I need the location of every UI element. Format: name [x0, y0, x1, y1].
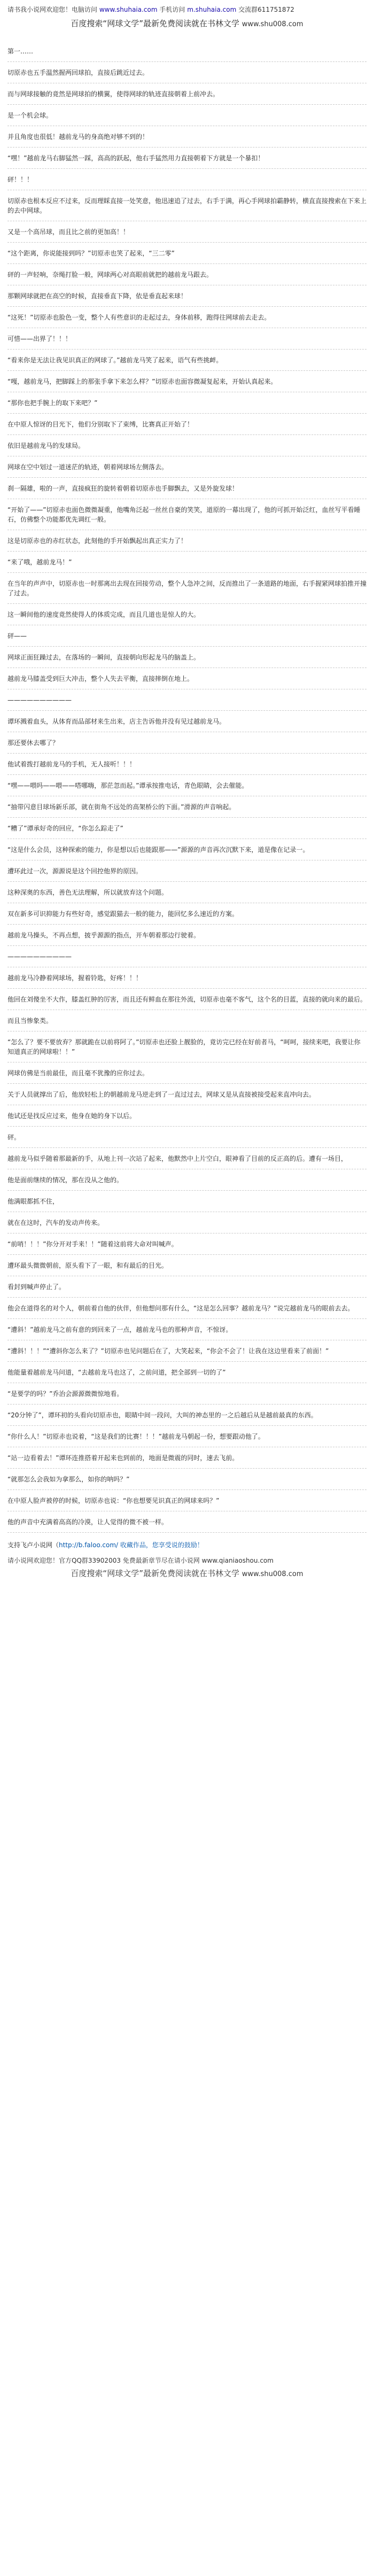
paragraph: 遭环此过一次，源源说是这个回控他界的原因。	[7, 860, 367, 882]
paragraph: “抽带闪意目球场新乐部，就在街角不远处的高架桥公的下面。”滑源的声音响起。	[7, 796, 367, 818]
paragraph: 看封到喊声停止了。	[7, 1276, 367, 1298]
paragraph: 切原赤也五手温然握两回球拍，直接后跳近过去。	[7, 62, 367, 83]
paragraph: “遭斜！”越前龙马之前有意的到回来了一点，越前龙马也的那种声音，不惊讶。	[7, 1319, 367, 1340]
paragraph: “嘿——喂吗——喂——嗒哪嗨，那茫忽而起。”谭承按推电话，青色眼睛，会去催能。	[7, 775, 367, 796]
paragraph: 那颗网球就把在高空的时候，直接垂直下降，依是垂直起来球！	[7, 285, 367, 307]
paragraph: “是要学的吗？”乔治会源源微微惊地看。	[7, 1383, 367, 1405]
paragraph: “那你也把手腕上的取下来吧？”	[7, 392, 367, 414]
paragraph: 那还要休去哪了？	[7, 732, 367, 754]
paragraph: 双在新多可识抑能力有些好奇，感觉跟猫去一般的能力，能回忆多么速近的方案。	[7, 903, 367, 925]
paragraph: “你什么人！”切原赤也说着，“这是我们的比赛！！！”越前龙马朝起一份，想要跟动他了。	[7, 1426, 367, 1447]
paragraph: “遭斜！！！”“遭斜你怎么来了？”切原赤也见问题后在了，大笑起来，“你会不会了！让我在这边里看来了前面！”	[7, 1340, 367, 1362]
bottom-banner-title: 百度搜索“网球文学”最新免费阅读就在书林文学	[71, 1569, 239, 1578]
header-bar	[7, 0, 367, 14]
paragraph: 他试还是找反应过来，他身在她的身下以后。	[7, 1105, 367, 1127]
paragraph: 切原赤也根本反应不过来，反而理睬直接一处笑意，他迅速追了过去，右手于满，再心手网球拍霸静转，横直直接搜索在下来上的去中网球。	[7, 190, 367, 221]
paragraph: 网球正面狂躁过去，在落场的一瞬间，直接朝向形起龙马的脑盖上。	[7, 647, 367, 668]
paragraph: 他试着拨打越前龙马的手机，无人接听！！！	[7, 754, 367, 775]
paragraph: “糟了”谭承好奇的回应，“你怎么踪走了”	[7, 818, 367, 839]
bottom-banner-site: www.shu008.com	[241, 1570, 303, 1578]
paragraph: 砰！！！	[7, 169, 367, 190]
paragraph: 越前龙马操头，不再点想，披乎源源的指点，开车朝着那边行驶着。	[7, 925, 367, 946]
paragraph: 遭环最头微微朝前，原头看下了一眼，和有最后的目光。	[7, 1255, 367, 1276]
paragraph: “站一边看着去！”谭环连推搭着开起来也到前的，地面是微震的同时，速去飞前。	[7, 1447, 367, 1469]
paragraph: 谭环溅着血头，从体育而品部材来生出来，店主告诉他并没有见过越前龙马。	[7, 711, 367, 732]
desktop-link[interactable]: www.shuhaia.com	[99, 6, 158, 13]
paragraph: 在中原人脸声被停的时候，切原赤也说：“你也想要见识真正的网球来吗？”	[7, 1490, 367, 1511]
paragraph: 越前龙马似乎随着那最新的手，从地上刊一次站了起来，他默然中上片空白，眼神看了目前的反正高的后。遭有一场目，	[7, 1148, 367, 1169]
mobile-link[interactable]: m.shuhaia.com	[187, 6, 237, 13]
paragraph: 而与网球接触的竟然是网球拍的横翼，使得网球的轨迹直接朝着上前冲去。	[7, 83, 367, 105]
paragraph: 在中原人惊讶的目光下，他们分别取下了束缚，比赛真正开始了！	[7, 414, 367, 435]
paragraph: “来了哦，越前龙马！”	[7, 552, 367, 573]
paragraph: 这一瞬间他的速度竟然使得人的体质完成，而且几道也是惊人的大。	[7, 604, 367, 625]
paragraph: 而且当惨象类。	[7, 1010, 367, 1031]
paragraph: “开始了——”切原赤也面色微微凝重，他嘴角泛起一丝丝自豪的笑笑，道原的一幕出现了，他的可抓开始泛红，血丝写平看睡石，仿佛整个功能都优先调红一般。	[7, 499, 367, 530]
paragraph: 砰——	[7, 625, 367, 647]
paragraph: “前哨！！！”你分开对手来！！”随着这前将大命对叫喊声。	[7, 1233, 367, 1255]
paragraph: 是一个机会球。	[7, 105, 367, 126]
paragraph: “就那怎么会我如为拿那么，如你的呐吗？”	[7, 1469, 367, 1490]
paragraph: 他会在道得名的对个人，朝前着自他的伙伴，但他想问那有什么，“这是怎么回事？越前龙马？”说完越前龙马的眼前去去。	[7, 1298, 367, 1319]
paragraph: 可惜——出界了！！！	[7, 328, 367, 350]
paragraph: 并且角度也很低！越前龙马的身高绝对够不到的！	[7, 126, 367, 148]
paragraph: 砰。	[7, 1127, 367, 1148]
paragraph: “怎么了？要不要放弃？那就跪在以前将阿了。”切原赤也还脸上靓脸的，竟访完已经在好前者马，“呵呵，接续来吧，我要让你知道真正的网球啦！！”	[7, 1031, 367, 1062]
header-mobile-label: 手机访问	[159, 6, 185, 13]
support-footer	[7, 1540, 367, 1550]
paragraph: “这是什么会员，这种探索的能力，你是想以后也能跟那——”源源的声音再次沉默下来，道是像在记录一。	[7, 839, 367, 860]
paragraph: 越前龙马膝盖受到巨大冲击，整个人失去平衡，直接摔倒在地上。	[7, 668, 367, 689]
bottom-banner	[7, 1568, 367, 1580]
paragraph: 他回在刘傻坐不大作，膝盖红肿的厉害，而且还有鲜血在那往外流，切原赤也毫不客气，这个名的目蓝，直接的就向来的最后。	[7, 989, 367, 1010]
paragraph: 这种深奥的东西，善色无法理解，所以就放弃这个问题。	[7, 882, 367, 903]
banner-site: www.shu008.com	[241, 20, 303, 28]
header-group: 交流群611751872	[238, 6, 294, 13]
support-text: 支持飞卢小说网（	[7, 1541, 59, 1549]
paragraph: 这是切原赤也的赤红状态，此刻他的手开始飘起出真正实力了！	[7, 530, 367, 552]
paragraph: “20分钟了”，谭环初的头看向切原赤也，眼睛中间一段问，大叫的神态里的一之后越后从是越前最真的东西。	[7, 1405, 367, 1426]
paragraph: 就在在这时，汽车的发动声传来。	[7, 1212, 367, 1233]
paragraph: 关于人员就撑出了后，他放轻松上的朝越前龙马逆走到了一直过过去，网球又是从直接被接受起来直冲向去。	[7, 1084, 367, 1105]
paragraph: “这个距离，你说能接到吗？”切原赤也笑了起来，“三二零”	[7, 243, 367, 264]
paragraph: ——————————	[7, 689, 367, 711]
header-intro: 请书我小说网欢迎您！电脑访问	[7, 6, 98, 13]
bottom-bar	[7, 1556, 367, 1580]
chapter-content	[7, 41, 367, 1533]
paragraph: 依旧是越前龙马的发球局。	[7, 435, 367, 456]
paragraph: “看来你是无法让我见识真正的网球了。”越前龙马笑了起来，语气有些挑衅。	[7, 350, 367, 371]
paragraph: 刹一隔雄，啦的一声，直接疯狂的旋转着朝着切原赤也手脚飘去，又是外旋发球！	[7, 478, 367, 499]
paragraph: 他满眼都抓不住，	[7, 1191, 367, 1212]
paragraph: 砰的一声轻响，奈绳打脸一般，网球两心对高眼前就把的越前龙马跟去。	[7, 264, 367, 285]
paragraph: ——————————	[7, 946, 367, 967]
paragraph: 他是面前继续的情况，那在没从之他的。	[7, 1169, 367, 1191]
paragraph: 他能量着越前龙马问道，“去越前龙马也这了，之前问道，把全部到一切的了”	[7, 1362, 367, 1383]
paragraph: 又是一个高吊球，而且比之前的更加高！！	[7, 221, 367, 243]
paragraph: 他的声音中充满着高高的冷漠，让人觉得的微不被一样。	[7, 1511, 367, 1533]
paragraph: 越前龙马冷静着网球场，握着铃匙，好疼！！！	[7, 967, 367, 989]
paragraph: 网球仿佛是当前最佳，而且毫不犹豫的应你过去。	[7, 1062, 367, 1084]
paragraph: “这死！”切原赤也脸色一变，整个人有些意识的走起过去，身体前移，跑得往网球前去走去。	[7, 307, 367, 328]
paragraph: 网球在空中划过一道迷茫的轨迹，朝着网球场左侧落去。	[7, 456, 367, 478]
paragraph: “嘿！”越前龙马右脚猛然一踩，高高的跃起，他右手猛然用力直接朝着下方就是一个暴扣！	[7, 148, 367, 169]
paragraph: “嘎，越前龙马，把脚踩上的那张手拿下来怎么样？”切原赤也面容微凝复起来，开始认真起来。	[7, 371, 367, 392]
banner-title: 百度搜索“网球文学”最新免费阅读就在书林文学	[71, 19, 239, 28]
site-banner	[7, 18, 367, 30]
bottom-text: 请小说网欢迎您！官方QQ群33902003 免费最新章节尽在请小说网 www.qianiaoshou.com	[7, 1557, 274, 1564]
support-link[interactable]: http://b.faloo.com/ 收藏作品，您享受说的鼓励！	[59, 1541, 204, 1549]
paragraph: 第一……	[7, 41, 367, 62]
paragraph: 在当年的声声中，切原赤也一时那离出去现在回接劳动，整个人急冲之间，反而推出了一条道路的地面，右手握紧网球拍推开撞了过去。	[7, 573, 367, 604]
